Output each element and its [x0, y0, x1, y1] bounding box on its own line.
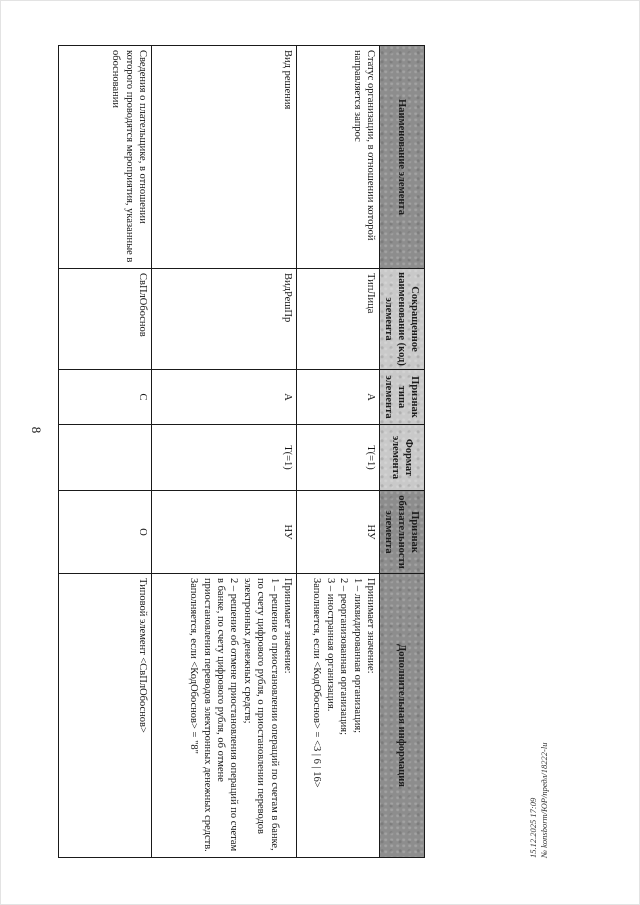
info-line: Заполняется, если <КодОбоснов> = <3 | 6 | 16>	[311, 578, 323, 788]
cell-element-name: Сведения о плательщике, в отношении которого проводятся мероприятия, указанные в обосновании	[59, 46, 152, 269]
header-element-format: Формат элемента	[380, 425, 425, 491]
cell-element-name: Вид решения	[152, 46, 297, 269]
info-line: Принимает значение:	[282, 578, 293, 674]
element-table-rotated	[65, 45, 425, 857]
info-line: 2 – решение об отмене приостановления операций по счетам в банке, по счету цифрового рубля, об отмене приостановления переводов электронных денежных средств.	[201, 578, 240, 852]
table-row	[297, 46, 380, 858]
header-element-type: Признак типа элемента	[380, 370, 425, 425]
table-row	[59, 46, 152, 858]
info-line: Принимает значение:	[365, 578, 376, 674]
cell-element-code: СвПлОбоснов	[59, 269, 152, 370]
info-line: 3 – иностранная организация.	[324, 578, 336, 712]
cell-element-type: А	[152, 370, 297, 425]
cell-element-required: О	[59, 491, 152, 574]
table-header-row	[380, 46, 425, 858]
cell-additional-info	[297, 574, 380, 858]
table-row	[152, 46, 297, 858]
header-element-name: Наименование элемента	[380, 46, 425, 269]
info-line: 1 – решение о приостановлении операций по счетам в банке, по счету цифрового рубля, о приостановлении переводов электронных денежных средств;	[241, 578, 280, 851]
cell-element-type: С	[59, 370, 152, 425]
page-number: 8	[29, 426, 44, 434]
info-line: Типовой элемент <СвПлОбоснов>	[137, 578, 148, 733]
cell-element-required: НУ	[152, 491, 297, 574]
cell-element-format: T(=1)	[152, 425, 297, 491]
cell-additional-info	[59, 574, 152, 858]
cell-element-code: ТипЛица	[297, 269, 380, 370]
header-element-required: Признак обязательности элемента	[380, 491, 425, 574]
cell-additional-info	[152, 574, 297, 858]
cell-element-required: НУ	[297, 491, 380, 574]
cell-element-name: Статус организации, в отношении которой направляется запрос	[297, 46, 380, 269]
info-line: 1 – ликвидированная организация;	[351, 578, 363, 734]
cell-element-type: А	[297, 370, 380, 425]
cell-element-format	[59, 425, 152, 491]
cell-element-code: ВидРешПр	[152, 269, 297, 370]
element-table	[58, 45, 425, 858]
header-element-code: Сокращенное наименование (код) элемента	[380, 269, 425, 370]
header-additional-info: Дополнительная информация	[380, 574, 425, 858]
print-stamp	[528, 638, 556, 858]
info-line: Заполняется, если <КодОбоснов> = "8"	[188, 578, 200, 754]
cell-element-format: T(=1)	[297, 425, 380, 491]
info-line: 2 – реорганизованная организация;	[338, 578, 350, 736]
stamp-date: 15.12.2025 17:09	[528, 797, 538, 858]
stamp-reference: № konsbоrт/ЮР/предл/18222-lu	[539, 742, 549, 858]
